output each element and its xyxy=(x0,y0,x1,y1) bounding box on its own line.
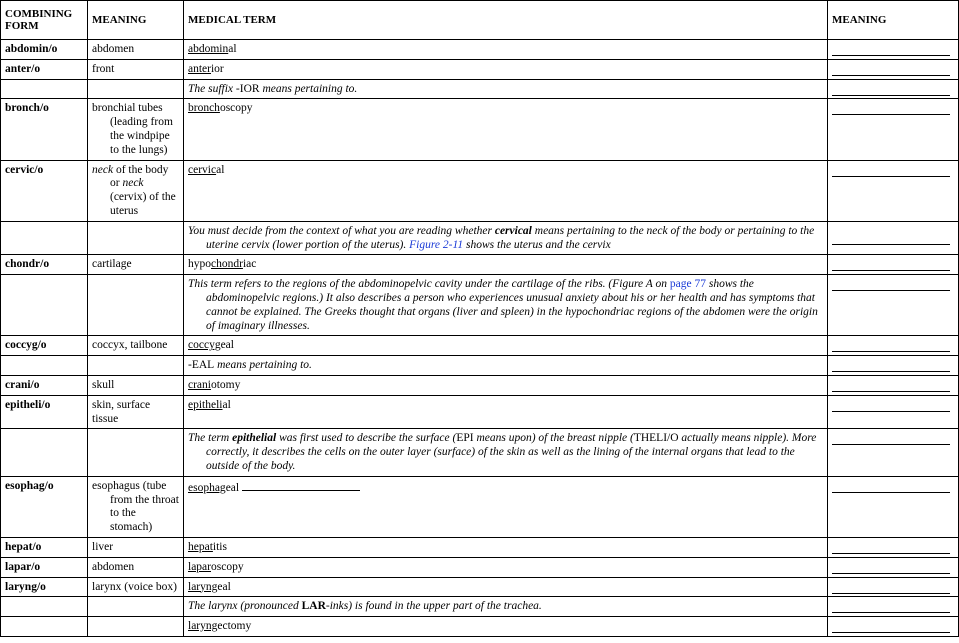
term-root: cervic xyxy=(188,163,217,176)
medical-term xyxy=(184,99,828,160)
note-part: You must decide from the context of what you are reading whether xyxy=(188,224,495,237)
form-meaning: skull xyxy=(88,375,184,395)
header-meaning-answer: MEANING xyxy=(828,1,959,40)
answer-blank[interactable] xyxy=(832,258,950,271)
empty-cell xyxy=(1,221,88,255)
note-text xyxy=(184,275,828,336)
note-part: shows the abdominopelvic regions.) It also describes a person who experiences unusual anxiety about his or her health and has symptoms that cannot be explained. The Greeks thought that organs (liver and spleen) in the hypochondriac regions of the abdomen were the origin of imaginary illnesses. xyxy=(206,278,818,332)
answer-cell[interactable] xyxy=(828,336,959,356)
meaning-text xyxy=(92,164,179,219)
answer-blank[interactable] xyxy=(832,359,950,372)
empty-cell xyxy=(88,275,184,336)
header-meaning: MEANING xyxy=(88,1,184,40)
term-suffix: itis xyxy=(212,540,227,553)
term-suffix: otomy xyxy=(210,378,241,391)
combining-form: hepat/o xyxy=(1,537,88,557)
empty-cell xyxy=(1,356,88,376)
combining-form: epitheli/o xyxy=(1,395,88,429)
answer-cell[interactable] xyxy=(828,557,959,577)
note-suffix-term: -EAL xyxy=(188,359,215,372)
term-suffix: eal xyxy=(225,481,240,494)
note-paragraph xyxy=(188,278,823,333)
table-row xyxy=(1,557,959,577)
meaning-part: neck xyxy=(122,177,144,190)
combining-form: anter/o xyxy=(1,59,88,79)
combining-form: esophag/o xyxy=(1,476,88,537)
answer-cell[interactable] xyxy=(828,275,959,336)
note-paragraph xyxy=(188,225,823,253)
note-row xyxy=(1,275,959,336)
header-row xyxy=(1,1,959,40)
form-meaning: skin, surface tissue xyxy=(88,395,184,429)
medical-term xyxy=(184,40,828,60)
term-suffix: al xyxy=(228,43,237,55)
empty-cell xyxy=(1,617,88,637)
term-suffix: iac xyxy=(242,258,257,271)
table-row xyxy=(1,395,959,429)
answer-cell[interactable] xyxy=(828,597,959,617)
answer-blank[interactable] xyxy=(832,480,950,493)
note-part: shows the uterus and the cervix xyxy=(463,238,611,251)
form-meaning: front xyxy=(88,59,184,79)
meaning-part: (cervix) of the uterus xyxy=(110,191,176,217)
empty-cell xyxy=(88,617,184,637)
answer-cell[interactable] xyxy=(828,255,959,275)
note-part: means pertaining to. xyxy=(214,359,312,372)
page-link[interactable]: page 77 xyxy=(669,278,706,291)
answer-blank[interactable] xyxy=(832,278,950,291)
term-root: esophag xyxy=(188,481,226,494)
medical-term xyxy=(184,160,828,221)
form-meaning xyxy=(88,160,184,221)
answer-cell[interactable] xyxy=(828,476,959,537)
empty-cell xyxy=(88,79,184,99)
answer-cell[interactable] xyxy=(828,395,959,429)
answer-blank[interactable] xyxy=(832,164,950,177)
answer-blank[interactable] xyxy=(832,561,950,574)
answer-cell[interactable] xyxy=(828,160,959,221)
note-bold-term: LAR xyxy=(301,600,326,613)
medical-term xyxy=(184,395,828,429)
note-suffix-term: -IOR xyxy=(235,82,260,95)
answer-cell[interactable] xyxy=(828,99,959,160)
term-root: chondr xyxy=(211,258,243,271)
answer-cell[interactable] xyxy=(828,375,959,395)
medical-term xyxy=(184,375,828,395)
answer-cell[interactable] xyxy=(828,537,959,557)
table-row xyxy=(1,255,959,275)
meaning-part: neck xyxy=(92,163,114,176)
note-text xyxy=(184,429,828,476)
meaning-text: esophagus (tube from the throat to the stomach) xyxy=(92,479,179,534)
note-text xyxy=(184,597,828,617)
form-meaning: coccyx, tailbone xyxy=(88,336,184,356)
combining-form: bronch/o xyxy=(1,99,88,160)
answer-blank[interactable] xyxy=(832,339,950,352)
combining-form: abdomin/o xyxy=(1,40,88,60)
term-root: coccyg xyxy=(188,339,221,352)
empty-cell xyxy=(1,275,88,336)
term-root: bronch xyxy=(188,102,220,115)
medical-term xyxy=(184,577,828,597)
term-suffix: oscopy xyxy=(210,560,244,573)
answer-blank[interactable] xyxy=(832,379,950,392)
table-row xyxy=(1,59,959,79)
medical-term xyxy=(184,476,828,537)
term-root: lapar xyxy=(188,560,211,573)
combining-form: chondr/o xyxy=(1,255,88,275)
medical-term xyxy=(184,537,828,557)
note-paragraph xyxy=(188,432,823,473)
form-meaning: abdomen xyxy=(88,557,184,577)
empty-cell xyxy=(88,429,184,476)
table-row xyxy=(1,40,959,60)
empty-cell xyxy=(88,221,184,255)
answer-blank[interactable] xyxy=(832,102,950,115)
answer-cell[interactable] xyxy=(828,429,959,476)
note-text xyxy=(184,79,828,99)
term-root: epitheli xyxy=(188,398,223,411)
note-part: means pertaining to. xyxy=(259,82,358,95)
combining-form: cervic/o xyxy=(1,160,88,221)
form-meaning xyxy=(88,99,184,160)
table-row xyxy=(1,99,959,160)
term-root: laryng xyxy=(188,580,218,593)
note-row xyxy=(1,221,959,255)
empty-cell xyxy=(88,356,184,376)
term-suffix: ior xyxy=(210,62,224,75)
medical-term xyxy=(184,255,828,275)
answer-blank[interactable] xyxy=(832,232,950,245)
table-row xyxy=(1,160,959,221)
answer-blank[interactable] xyxy=(832,581,950,594)
note-row xyxy=(1,79,959,99)
note-row xyxy=(1,356,959,376)
answer-cell[interactable] xyxy=(828,617,959,637)
table-row xyxy=(1,537,959,557)
empty-cell xyxy=(1,79,88,99)
empty-cell xyxy=(1,597,88,617)
term-suffix: eal xyxy=(217,580,231,593)
table-row xyxy=(1,577,959,597)
note-part: was first used to describe the surface ( xyxy=(276,432,457,445)
term-root: hepat xyxy=(188,540,213,553)
medical-term xyxy=(184,617,828,637)
term-root: abdomin xyxy=(188,43,229,55)
answer-cell[interactable] xyxy=(828,79,959,99)
table-row xyxy=(1,617,959,637)
medical-term xyxy=(184,557,828,577)
answer-blank[interactable] xyxy=(832,541,950,554)
note-part: The larynx (pronounced xyxy=(188,600,302,613)
note-part: EPI xyxy=(456,432,474,445)
note-part: means upon) of the breast nipple ( xyxy=(473,432,634,445)
term-suffix: al xyxy=(216,163,225,176)
term-root: laryng xyxy=(188,620,218,633)
figure-link[interactable]: Figure 2-11 xyxy=(409,238,464,251)
term-suffix: ectomy xyxy=(217,620,252,633)
table-row xyxy=(1,336,959,356)
answer-cell[interactable] xyxy=(828,577,959,597)
term-suffix: eal xyxy=(220,339,234,352)
table-row xyxy=(1,476,959,537)
answer-blank[interactable] xyxy=(832,63,950,76)
note-part: means pertaining to the neck of the body or pertaining to the uterine cervix (lower portion of the uterus). xyxy=(206,224,815,251)
term-suffix: al xyxy=(222,398,231,411)
note-text xyxy=(184,221,828,255)
empty-cell xyxy=(1,429,88,476)
note-row xyxy=(1,429,959,476)
combining-form: lapar/o xyxy=(1,557,88,577)
answer-blank[interactable] xyxy=(832,620,950,633)
combining-form: crani/o xyxy=(1,375,88,395)
form-meaning: liver xyxy=(88,537,184,557)
note-row xyxy=(1,597,959,617)
note-part: -inks) is found in the upper part of the trachea. xyxy=(325,600,542,613)
meaning-part: of the body or xyxy=(110,163,169,190)
answer-cell[interactable] xyxy=(828,59,959,79)
meaning-text: bronchial tubes (leading from the windpipe to the lungs) xyxy=(92,102,173,156)
combining-form: coccyg/o xyxy=(1,336,88,356)
form-meaning: larynx (voice box) xyxy=(88,577,184,597)
form-meaning: abdomen xyxy=(88,40,184,60)
note-part: This term refers to the regions of the abdominopelvic cavity under the cartilage of the ribs. (Figure A on xyxy=(188,278,670,291)
note-bold-term: epithelial xyxy=(232,432,277,445)
table-row xyxy=(1,375,959,395)
answer-blank[interactable] xyxy=(832,43,950,56)
combining-form: laryng/o xyxy=(1,577,88,597)
answer-cell[interactable] xyxy=(828,221,959,255)
note-part: The suffix xyxy=(188,82,236,95)
answer-blank[interactable] xyxy=(832,83,950,96)
term-prefix: hypo xyxy=(188,258,211,271)
answer-blank[interactable] xyxy=(832,399,950,412)
note-bold-term: cervical xyxy=(494,224,532,237)
answer-blank[interactable] xyxy=(832,600,950,613)
term-root: anter xyxy=(188,62,211,75)
term-suffix: oscopy xyxy=(219,102,253,115)
form-meaning: cartilage xyxy=(88,255,184,275)
answer-cell[interactable] xyxy=(828,356,959,376)
medical-term xyxy=(184,336,828,356)
answer-blank[interactable] xyxy=(832,432,950,445)
inline-answer-blank[interactable] xyxy=(242,480,360,491)
header-medical-term: MEDICAL TERM xyxy=(184,1,828,40)
answer-cell[interactable] xyxy=(828,40,959,60)
note-part: THELI/O xyxy=(633,432,679,445)
note-part: actually means nipple). More correctly, it describes the cells on the outer layer (surface) of the skin as well as the lining of the internal organs that lead to the outside of the body. xyxy=(206,432,817,472)
empty-cell xyxy=(88,597,184,617)
medical-term xyxy=(184,59,828,79)
header-combining-form: COMBINING FORM xyxy=(1,1,88,40)
note-part: The term xyxy=(188,432,233,445)
term-root: crani xyxy=(188,378,211,391)
note-text xyxy=(184,356,828,376)
form-meaning xyxy=(88,476,184,537)
